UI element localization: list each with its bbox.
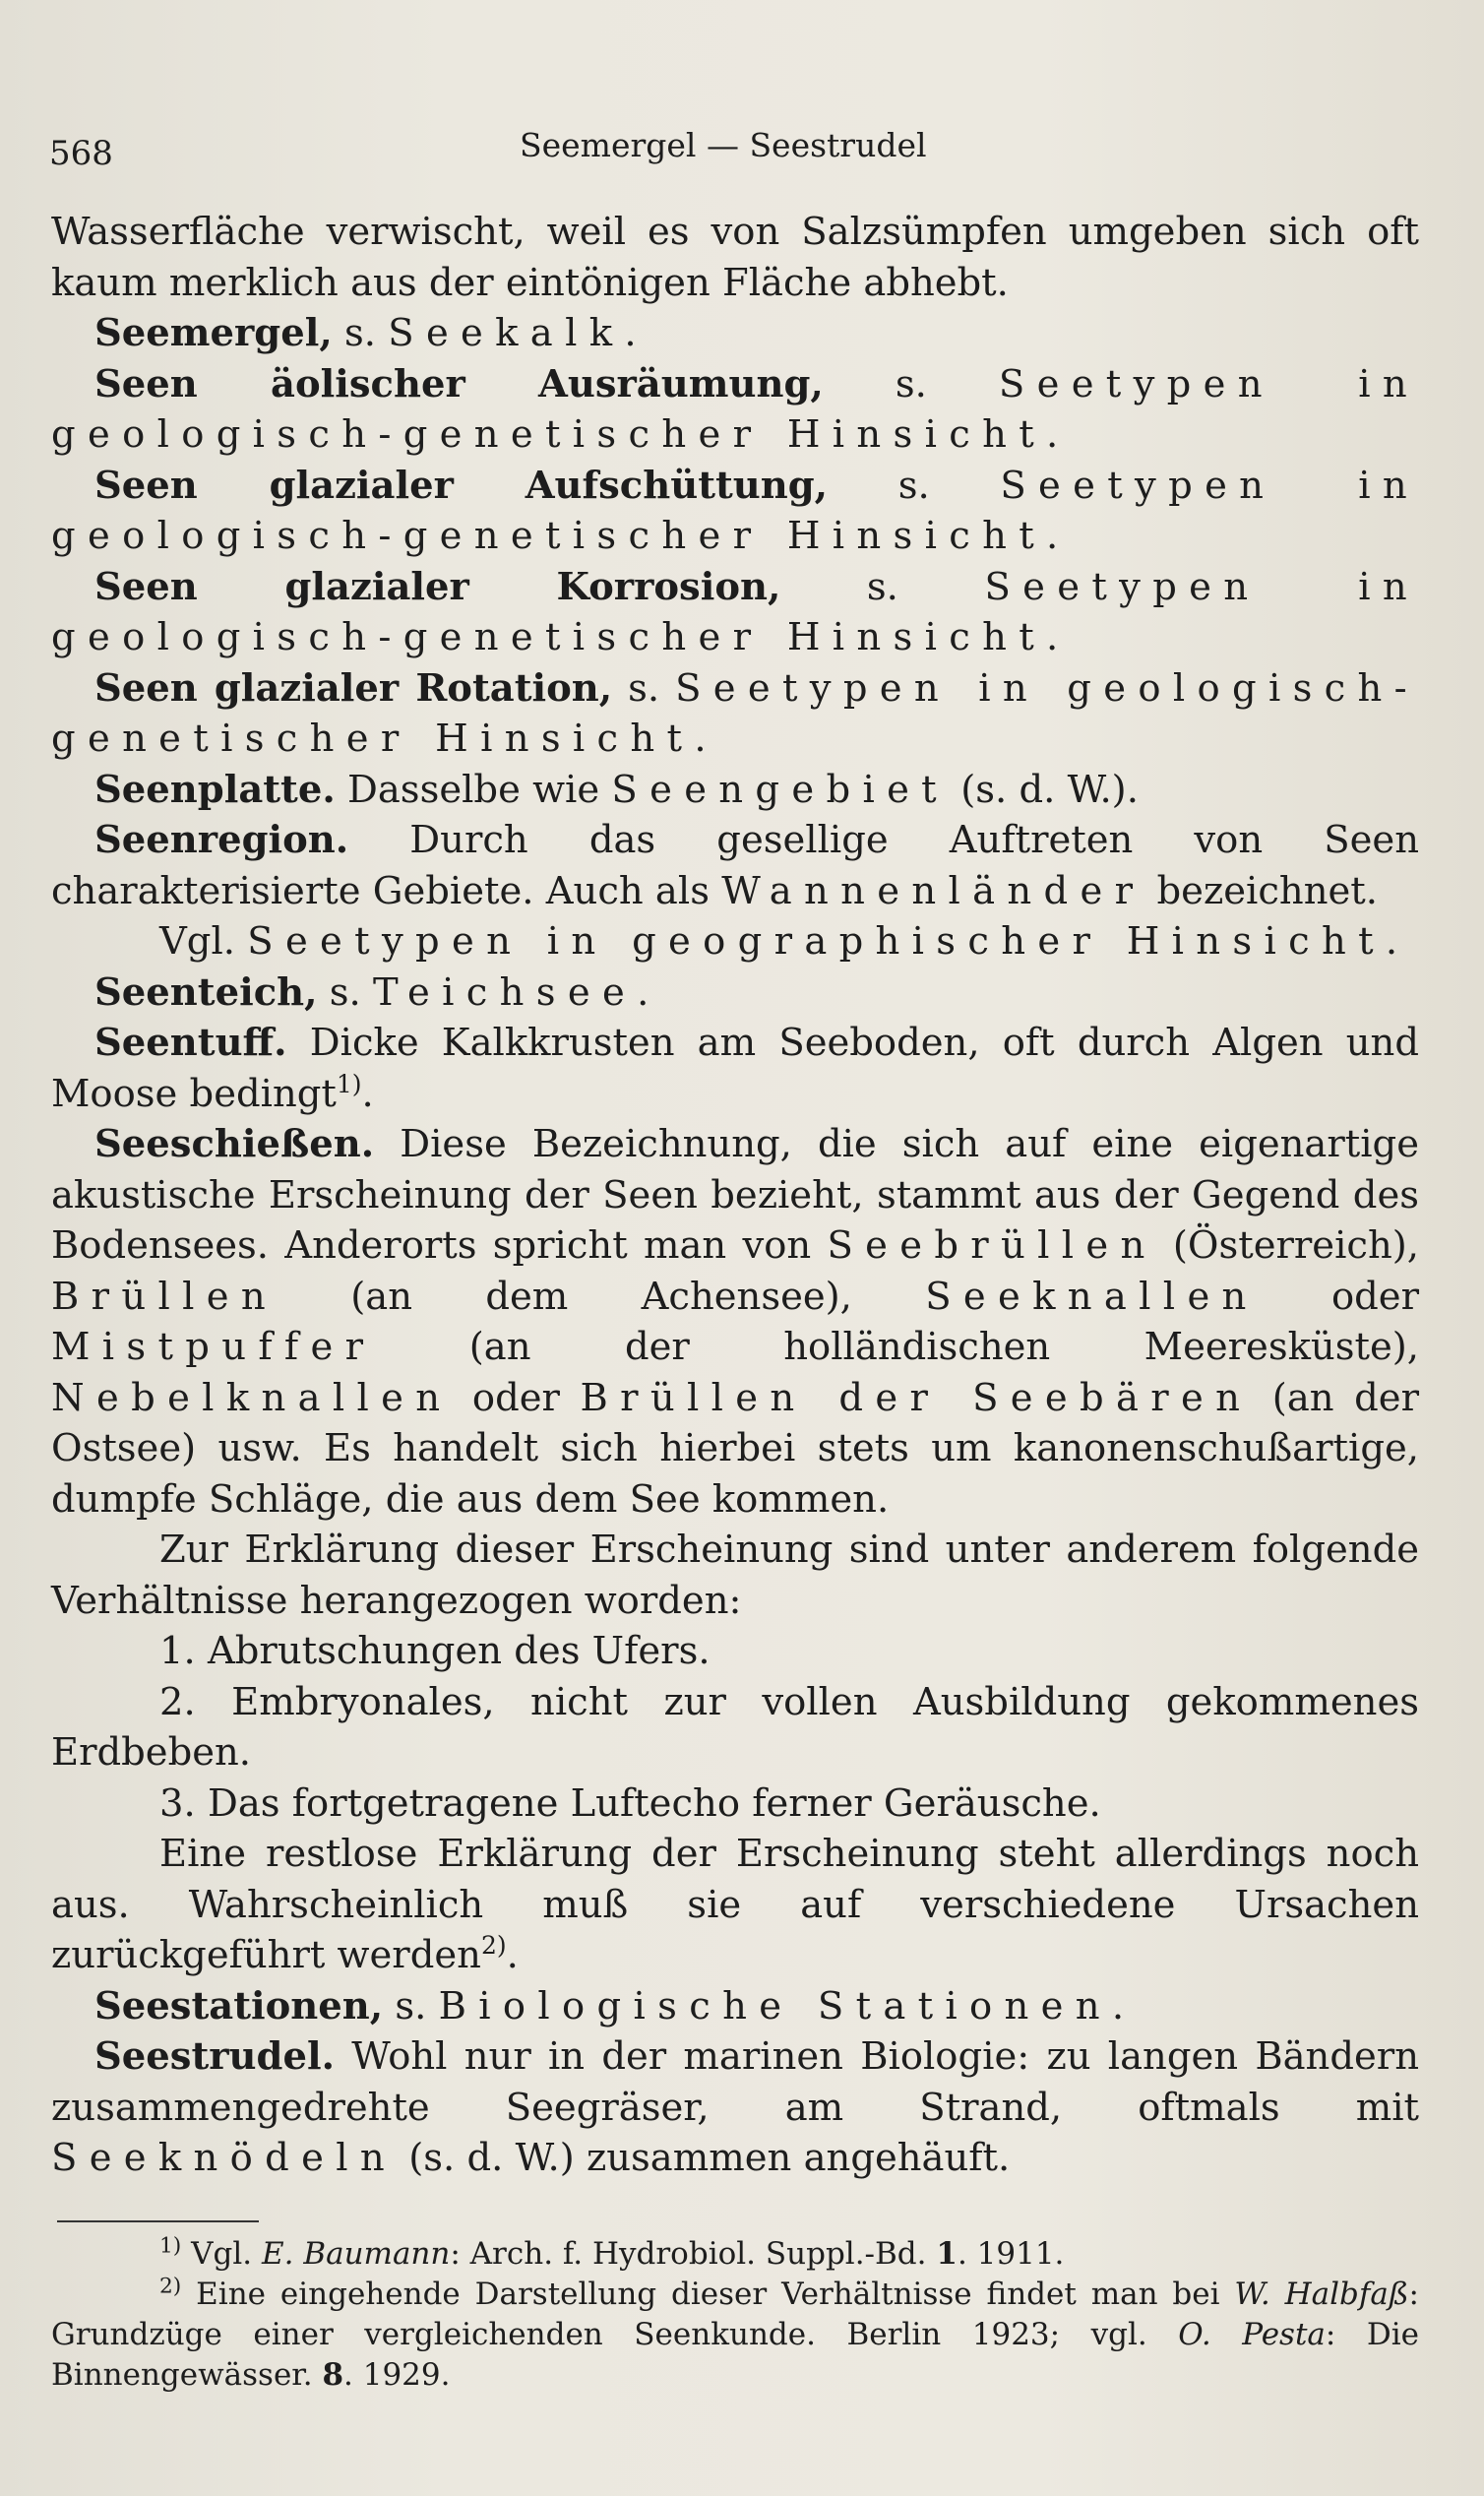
page-header <box>49 126 1425 175</box>
entry-text: Eine restlose Erklärung der Erscheinung steht allerdings noch aus. Wahrscheinlich muß sie auf verschiedene Ursachen zurückgeführt werden <box>51 1832 1419 1977</box>
footnote-mark: 2) <box>159 2274 182 2299</box>
entry-text: Wohl nur in der marinen Biologie: zu langen Bändern zusammengedrehte Seegräser, am Strand, oftmals mit <box>51 2034 1419 2130</box>
entry-text: s. <box>332 311 389 355</box>
entry-text: s. <box>317 969 374 1015</box>
footnote-marker: 1) <box>336 1069 362 1098</box>
entry-text: (s. d. W.) zusammen angehäuft. <box>397 2136 1011 2180</box>
paragraph-continuation: Wasserfläche verwischt, weil es von Salzsümpfen umgeben sich oft kaum merklich aus der eintönigen Fläche abhebt. <box>51 210 1419 305</box>
entry-text: (an dem Achensee), <box>277 1274 926 1319</box>
cross-reference: Seekalk <box>388 311 625 355</box>
footnote-author: E. Baumann <box>261 2236 451 2272</box>
cross-reference: Brüllen <box>51 1274 278 1319</box>
footnote-author: O. Pesta <box>1178 2317 1326 2352</box>
entry-text: (an der holländischen Meeresküste), <box>375 1325 1419 1369</box>
entry-term: Seestrudel. <box>94 2034 335 2079</box>
list-item: 1. Abrutschungen des Ufers. <box>159 1629 711 1673</box>
entry-text: . <box>637 969 649 1015</box>
cross-reference: Seetypen in geographischer Hinsicht <box>247 919 1386 964</box>
page-number: 568 <box>49 134 113 173</box>
footnote-text: . 1929. <box>343 2357 451 2393</box>
cross-reference: Seetypen in geologisch-genetischer Hinsicht <box>51 361 1419 457</box>
entry-text: (s. d. W.). <box>948 767 1139 812</box>
footnote-text: . 1911. <box>957 2236 1065 2272</box>
body-text <box>51 207 1419 2184</box>
cross-reference: Wannenländer <box>721 868 1145 913</box>
entry-term: Seestationen, <box>94 1983 384 2028</box>
entry-seentuff <box>51 1018 1419 1119</box>
entry-seestationen <box>51 1981 1419 2032</box>
entry-text: s. <box>780 564 985 609</box>
entry-text: Durch das gesellige Auftreten von Seen charakterisierte Gebiete. Auch als <box>51 818 1419 913</box>
footnote-divider <box>57 2220 259 2222</box>
footnote-volume: 1 <box>936 2236 958 2272</box>
entry-term: Seen glazialer Korrosion, <box>94 564 781 609</box>
entry-seenplatte <box>51 765 1419 816</box>
entry-seen-aufschuettung <box>51 461 1419 562</box>
cross-reference: Seengebiet <box>611 767 949 812</box>
footnote-text: Eine eingehende Darstellung dieser Verhältnisse findet man bei <box>181 2277 1235 2312</box>
entry-text: . <box>506 1933 519 1977</box>
cross-reference: Seeknallen <box>925 1274 1259 1319</box>
entry-term: Seenregion. <box>94 818 349 862</box>
footnote-volume: 8 <box>322 2357 344 2393</box>
entry-text: Vgl. <box>159 919 248 964</box>
running-head: Seemergel — Seestrudel <box>520 126 927 164</box>
entry-seestrudel <box>51 2031 1419 2184</box>
footnote-1 <box>51 2234 1419 2275</box>
cross-reference: Seeknödeln <box>51 2136 397 2180</box>
entry-term: Seentuff. <box>94 1021 287 1065</box>
entry-term: Seen glazialer Rotation, <box>94 665 613 711</box>
entry-text: oder <box>452 1375 581 1420</box>
cross-reference: Teichsee <box>373 969 638 1015</box>
entry-seenregion <box>51 815 1419 916</box>
entry-text: Dicke Kalkkrusten am Seeboden, oft durch Algen und Moose bedingt <box>51 1021 1419 1116</box>
entry-text: . <box>1111 1983 1125 2028</box>
entry-text: . <box>624 311 637 355</box>
cross-reference: Brüllen der Seebären <box>580 1375 1253 1420</box>
entry-seeschiessen <box>51 1119 1419 1525</box>
cross-reference: Mistpuffer <box>51 1325 376 1369</box>
footnote-text: Vgl. <box>181 2236 262 2272</box>
entry-seemergel <box>51 308 1419 359</box>
cross-reference: Seebrüllen <box>827 1223 1157 1268</box>
entry-text: (an der Ostsee) usw. Es handelt sich hierbei stets um kanonenschußartige, dumpfe Schläge, die aus dem See kommen. <box>51 1375 1419 1522</box>
entry-term: Seemergel, <box>94 311 333 355</box>
cross-reference: Nebelknallen <box>51 1375 453 1420</box>
footnote-2 <box>51 2275 1419 2396</box>
list-item: 2. Embryonales, nicht zur vollen Ausbildung gekommenes Erdbeben. <box>51 1679 1419 1775</box>
entry-term: Seen glazialer Aufschüttung, <box>94 463 829 508</box>
entry-seen-aeolischer <box>51 359 1419 461</box>
footnote-mark: 1) <box>159 2233 182 2259</box>
entry-text: . <box>1046 615 1059 659</box>
cross-reference: Biologische Stationen <box>438 1983 1112 2028</box>
cross-reference: Seetypen in geologisch-genetischer Hinsicht <box>51 463 1419 558</box>
entry-text: s. <box>383 1983 439 2028</box>
cross-reference: Seetypen in geologisch-genetischer Hinsicht <box>51 564 1419 659</box>
entry-text: (Österreich), <box>1156 1223 1420 1268</box>
entry-text: s. <box>828 463 1001 508</box>
entry-text: bezeichnet. <box>1144 868 1378 913</box>
paragraph-erklaerung: Zur Erklärung dieser Erscheinung sind unter anderem folgende Verhältnisse herangezogen worden: <box>51 1528 1419 1623</box>
entry-term: Seen äolischer Ausräumung, <box>94 361 824 406</box>
list-item: 3. Das fortgetragene Luftecho ferner Geräusche. <box>159 1780 1101 1826</box>
entry-text: . <box>1385 919 1398 964</box>
entry-seen-korrosion <box>51 562 1419 663</box>
entry-term: Seenplatte. <box>94 767 336 812</box>
footnotes <box>51 2234 1419 2396</box>
entry-term: Seeschießen. <box>94 1122 375 1166</box>
entry-text: Dasselbe wie <box>335 767 612 812</box>
entry-term: Seenteich, <box>94 969 318 1015</box>
footnote-text: : Die Binnengewässer. <box>51 2317 1419 2393</box>
entry-text: Diese Bezeichnung, die sich auf eine eigenartige akustische Erscheinung der Seen bezieht, stammt aus der Gegend des Bodensees. Anderorts spricht man von <box>51 1122 1419 1268</box>
entry-seenregion-vgl <box>51 916 1419 967</box>
entry-text: . <box>694 717 707 761</box>
entry-seen-rotation <box>51 663 1419 765</box>
entry-text: . <box>361 1071 374 1116</box>
footnote-text: : Grundzüge einer vergleichenden Seenkunde. Berlin 1923; vgl. <box>51 2277 1419 2352</box>
entry-text: s. <box>823 361 999 406</box>
cross-reference: Seetypen in geologisch-genetischer Hinsicht <box>51 665 1419 761</box>
paragraph-restlos <box>51 1829 1419 1981</box>
footnote-text: : Arch. f. Hydrobiol. Suppl.-Bd. <box>450 2236 937 2272</box>
entry-text: . <box>1046 514 1059 558</box>
footnote-marker: 2) <box>480 1931 507 1961</box>
entry-seenteich <box>51 967 1419 1019</box>
entry-text: s. <box>612 665 676 711</box>
entry-text: . <box>1046 412 1059 457</box>
footnote-author: W. Halbfaß <box>1234 2277 1409 2312</box>
entry-text: oder <box>1258 1274 1419 1319</box>
